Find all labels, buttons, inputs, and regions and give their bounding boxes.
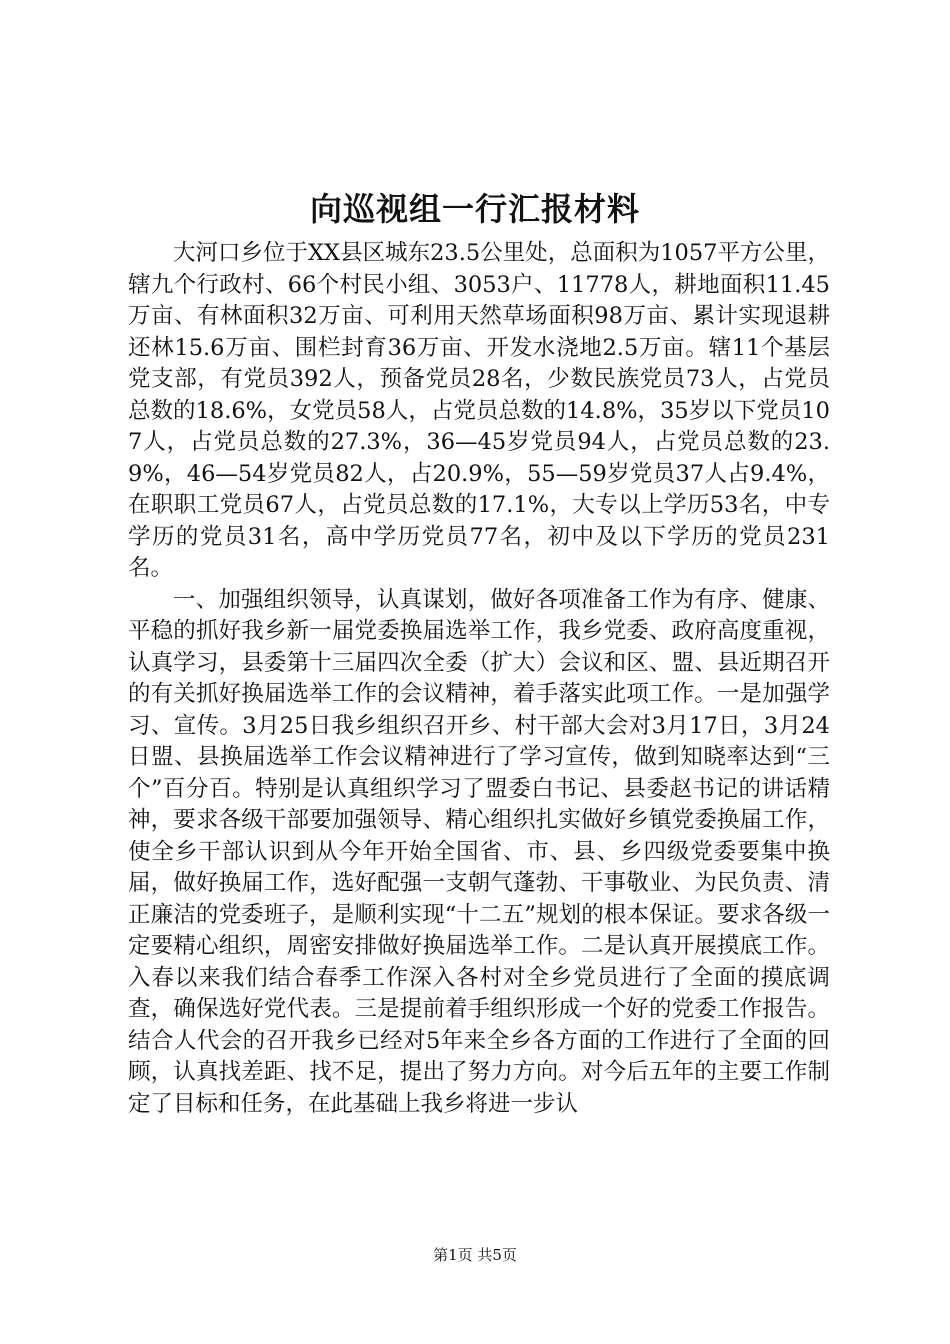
document-body	[128, 238, 830, 1120]
paragraph-section-one: 一、加强组织领导，认真谋划，做好各项准备工作为有序、健康、平稳的抓好我乡新一届党委换届选举工作，我乡党委、政府高度重视，认真学习，县委第十三届四次全委（扩大）会议和区、盟、县近期召开的有关抓好换届选举工作的会议精神，着手落实此项工作。一是加强学习、宣传。3月25日我乡组织召开乡、村干部大会对3月17日，3月24日盟、县换届选举工作会议精神进行了学习宣传，做到知晓率达到“三个”百分百。特别是认真组织学习了盟委白书记、县委赵书记的讲话精神，要求各级干部要加强领导、精心组织扎实做好乡镇党委换届工作，使全乡干部认识到从今年开始全国省、市、县、乡四级党委要集中换届，做好换届工作，选好配强一支朝气蓬勃、干事敬业、为民负责、清正廉洁的党委班子，是顺利实现“十二五”规划的根本保证。要求各级一定要精心组织，周密安排做好换届选举工作。二是认真开展摸底工作。入春以来我们结合春季工作深入各村对全乡党员进行了全面的摸底调查，确保选好党代表。三是提前着手组织形成一个好的党委工作报告。结合人代会的召开我乡已经对5年来全乡各方面的工作进行了全面的回顾，认真找差距、找不足，提出了努力方向。对今后五年的主要工作制定了目标和任务，在此基础上我乡将进一步认	[128, 586, 830, 1117]
document-title: 向巡视组一行汇报材料	[309, 190, 640, 228]
page-number-footer: 第1页 共5页	[433, 1246, 517, 1264]
paragraph-overview: 大河口乡位于XX县区城东23.5公里处，总面积为1057平方公里，辖九个行政村、66个村民小组、3053户、11778人，耕地面积11.45万亩、有林面积32万亩、可利用天然草场面积98万亩、累计实现退耕还林15.6万亩、围栏封育36万亩、开发水浇地2.5万亩。辖11个基层党支部，有党员392人，预备党员28名，少数民族党员73人，占党员总数的18.6%，女党员58人，占党员总数的14.8%，35岁以下党员107人，占党员总数的27.3%，36—45岁党员94人，占党员总数的23.9%，46—54岁党员82人，占20.9%，55—59岁党员37人占9.4%，在职职工党员67人，占党员总数的17.1%，大专以上学历53名，中专学历的党员31名，高中学历党员77名，初中及以下学历的党员231名。	[128, 240, 830, 581]
